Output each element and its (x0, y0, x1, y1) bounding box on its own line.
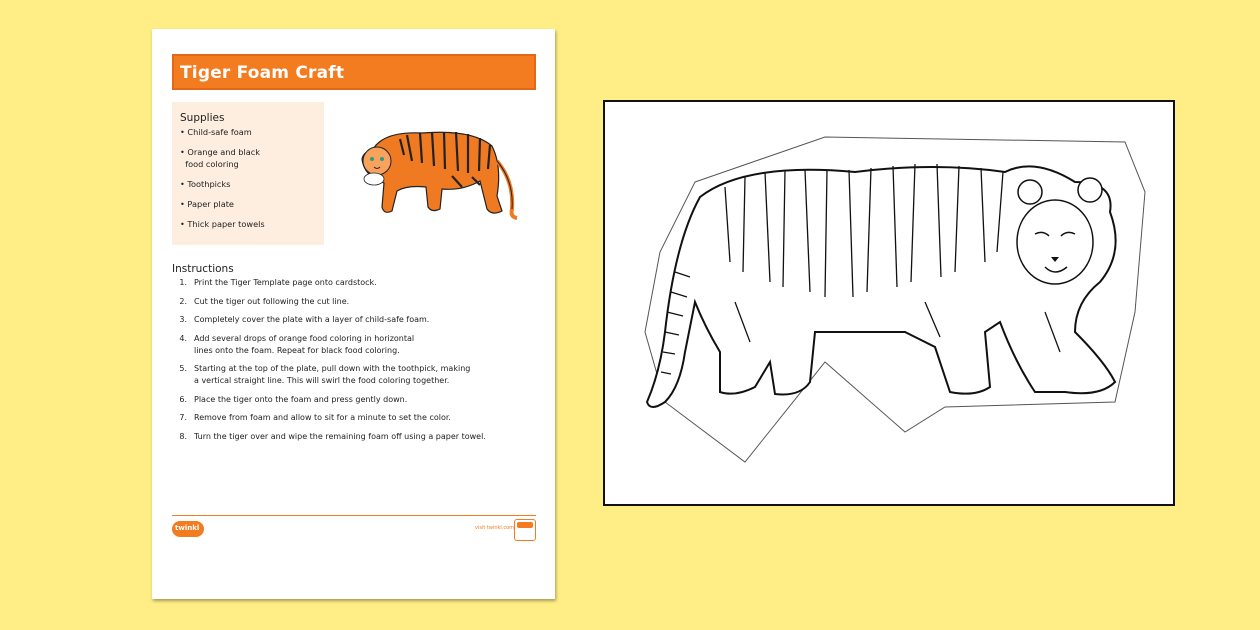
instruction-number: 2. (179, 296, 187, 306)
page-title: Tiger Foam Craft (180, 63, 345, 83)
instruction-text: Completely cover the plate with a layer of child-safe foam. (194, 315, 430, 324)
twinkl-badge-icon (514, 519, 536, 541)
instructions-heading: Instructions (172, 263, 234, 275)
instruction-text: Add several drops of orange food coloring in horizontal lines onto the foam. Repeat for black food coloring. (194, 333, 415, 355)
instruction-text: Remove from foam and allow to sit for a minute to set the color. (194, 413, 451, 422)
instruction-number: 3. (179, 315, 187, 324)
instructions-list (172, 277, 532, 449)
supply-item: • Child-safe foam (180, 127, 252, 137)
instruction-item (172, 412, 532, 424)
instruction-text: Starting at the top of the plate, pull down with the toothpick, making a vertical straight line. This will swirl the food coloring together. (194, 364, 471, 385)
supply-item: • Orange and black food coloring (180, 147, 261, 169)
instruction-text: Print the Tiger Template page onto cardstock. (194, 278, 377, 287)
instruction-item (172, 314, 532, 326)
title-bar (172, 54, 536, 90)
instruction-item (172, 333, 532, 357)
instruction-number: 1. (179, 278, 187, 287)
instruction-item (172, 431, 532, 443)
instruction-text: Turn the tiger over and wipe the remaining foam off using a paper towel. (194, 431, 486, 441)
instruction-item (172, 394, 532, 406)
supply-item: • Thick paper towels (180, 219, 265, 229)
instruction-number: 7. (179, 413, 187, 422)
logo-text: twinkl (175, 524, 200, 532)
instruction-item (172, 277, 532, 289)
worksheet-page (152, 29, 555, 599)
tiger-illustration-icon (352, 121, 522, 221)
footer-divider (172, 515, 536, 516)
instruction-text: Cut the tiger out following the cut line. (194, 296, 350, 306)
supplies-heading: Supplies (180, 112, 225, 124)
instruction-number: 4. (179, 333, 187, 343)
instruction-number: 5. (179, 364, 187, 373)
supply-item: • Paper plate (180, 199, 234, 209)
instruction-item (172, 363, 532, 387)
badge-band (517, 522, 533, 528)
instruction-number: 8. (179, 431, 187, 441)
supplies-box (172, 102, 324, 245)
twinkl-logo-icon (172, 521, 204, 537)
instruction-item (172, 296, 532, 308)
supplies-list (180, 126, 265, 238)
supply-item: • Toothpicks (180, 179, 231, 189)
tiger-template-page (603, 100, 1175, 506)
instruction-number: 6. (179, 394, 187, 404)
instruction-text: Place the tiger onto the foam and press gently down. (194, 394, 408, 404)
tiger-template-icon (605, 102, 1173, 504)
footer-url: visit twinkl.com (475, 525, 515, 531)
